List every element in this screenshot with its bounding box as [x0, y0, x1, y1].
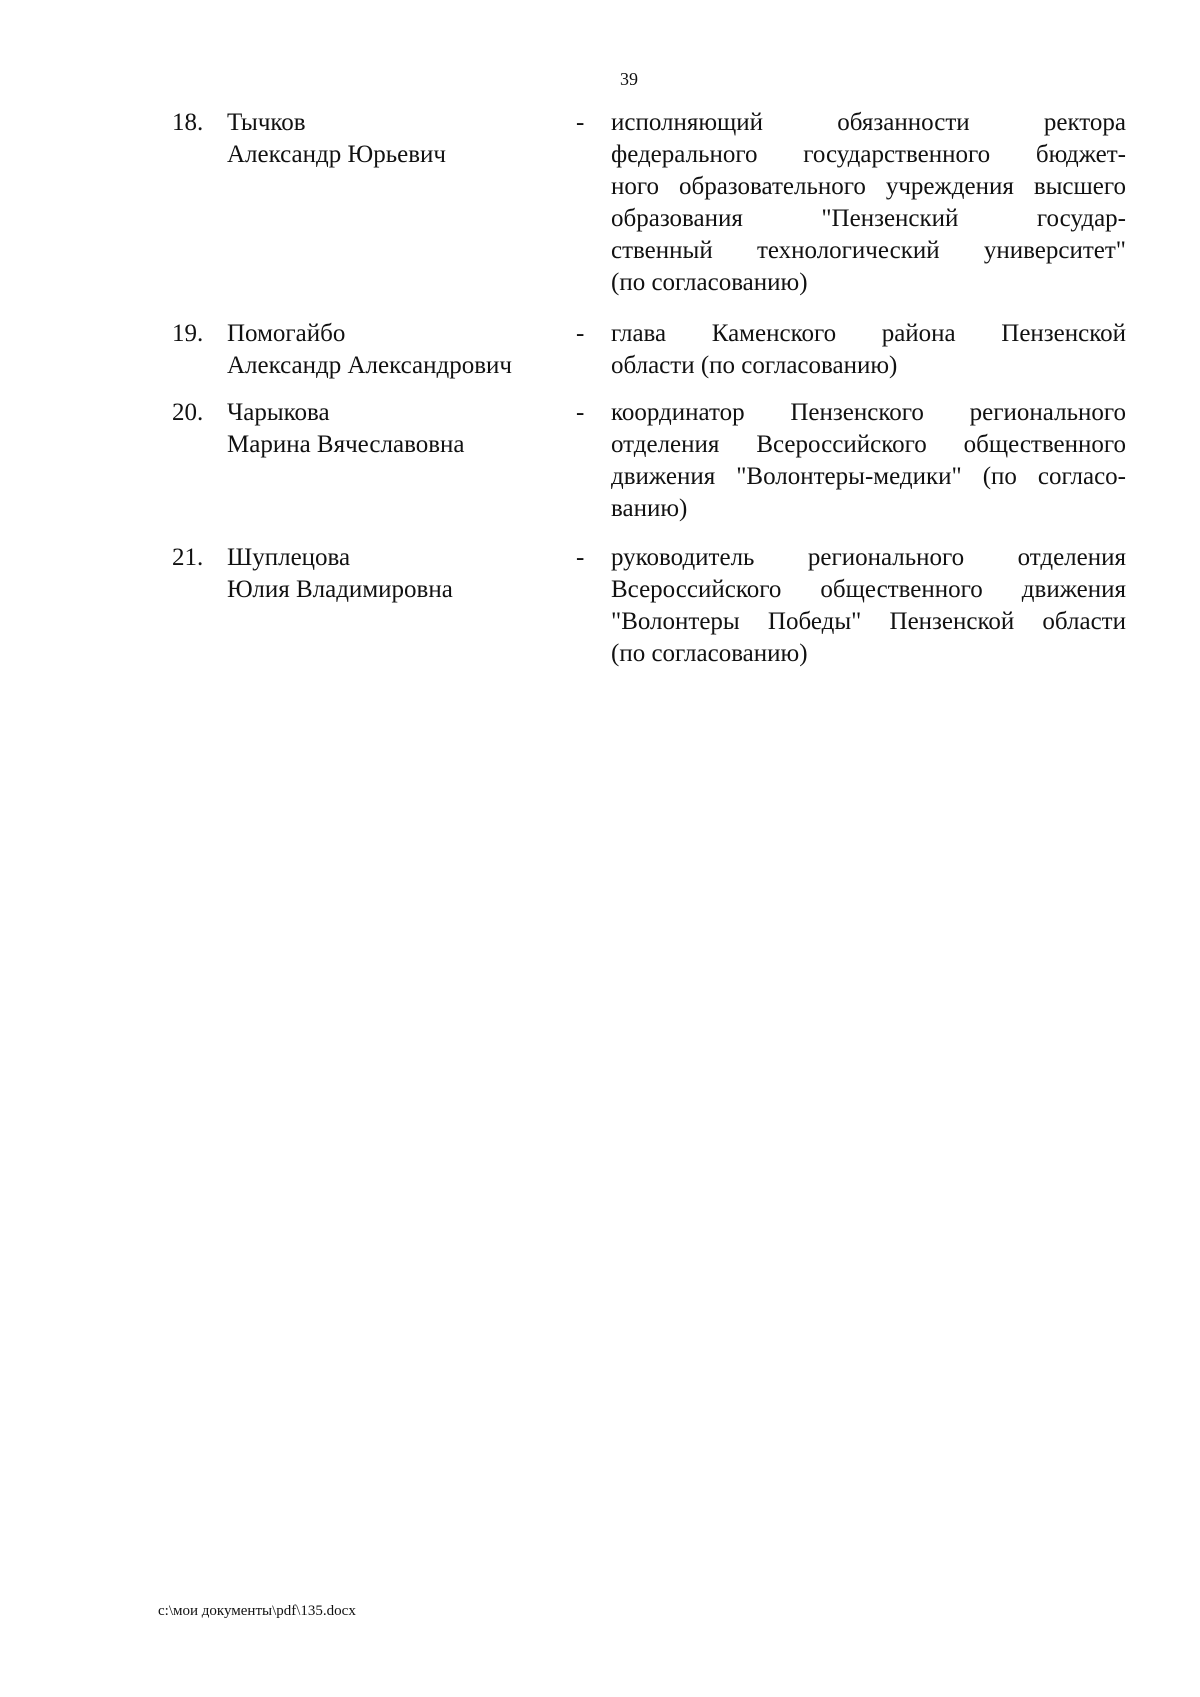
role-line: движения "Волонтеры-медики" (по согласо-: [611, 463, 1126, 490]
role-line: федерального государственного бюджет-: [611, 141, 1126, 168]
member-role: [611, 107, 1126, 299]
member-surname: Помогайбо: [227, 320, 346, 347]
member-role: [611, 318, 1126, 382]
entry-dash: -: [576, 320, 585, 347]
member-surname: Шуплецова: [227, 544, 351, 571]
role-line: (по согласованию): [611, 640, 808, 667]
entry-number: 21.: [172, 544, 204, 571]
member-name: [227, 107, 567, 171]
file-path-footer: c:\мои документы\pdf\135.docx: [158, 1603, 356, 1619]
role-line: ственный технологический университет": [611, 237, 1126, 264]
member-given-names: Александр Юрьевич: [227, 141, 446, 168]
role-line: области (по согласованию): [611, 352, 898, 379]
role-line: ванию): [611, 495, 688, 522]
entry-dash: -: [576, 544, 585, 571]
role-line: отделения Всероссийского общественного: [611, 431, 1126, 458]
list-item: [0, 107, 1200, 318]
member-name: [227, 542, 567, 606]
member-surname: Чарыкова: [227, 399, 330, 426]
role-line: образования "Пензенский государ-: [611, 205, 1126, 232]
entry-number: 19.: [172, 320, 204, 347]
member-given-names: Юлия Владимировна: [227, 576, 453, 603]
entry-number: 18.: [172, 109, 204, 136]
role-line: исполняющий обязанности ректора: [611, 109, 1126, 136]
list-item: [0, 318, 1200, 397]
entry-dash: -: [576, 399, 585, 426]
member-name: [227, 318, 567, 382]
role-line: (по согласованию): [611, 269, 808, 296]
member-surname: Тычков: [227, 109, 306, 136]
member-given-names: Александр Александрович: [227, 352, 512, 379]
role-line: ного образовательного учреждения высшего: [611, 173, 1126, 200]
member-role: [611, 542, 1126, 670]
member-list: [0, 107, 1200, 672]
entry-number: 20.: [172, 399, 204, 426]
role-line: координатор Пензенского регионального: [611, 399, 1126, 426]
member-name: [227, 397, 567, 461]
member-role: [611, 397, 1126, 525]
role-line: руководитель регионального отделения: [611, 544, 1126, 571]
role-line: глава Каменского района Пензенской: [611, 320, 1126, 347]
role-line: Всероссийского общественного движения: [611, 576, 1126, 603]
list-item: [0, 542, 1200, 672]
list-item: [0, 397, 1200, 542]
page-number: 39: [620, 69, 638, 89]
role-line: "Волонтеры Победы" Пензенской области: [611, 608, 1126, 635]
member-given-names: Марина Вячеславовна: [227, 431, 465, 458]
entry-dash: -: [576, 109, 585, 136]
